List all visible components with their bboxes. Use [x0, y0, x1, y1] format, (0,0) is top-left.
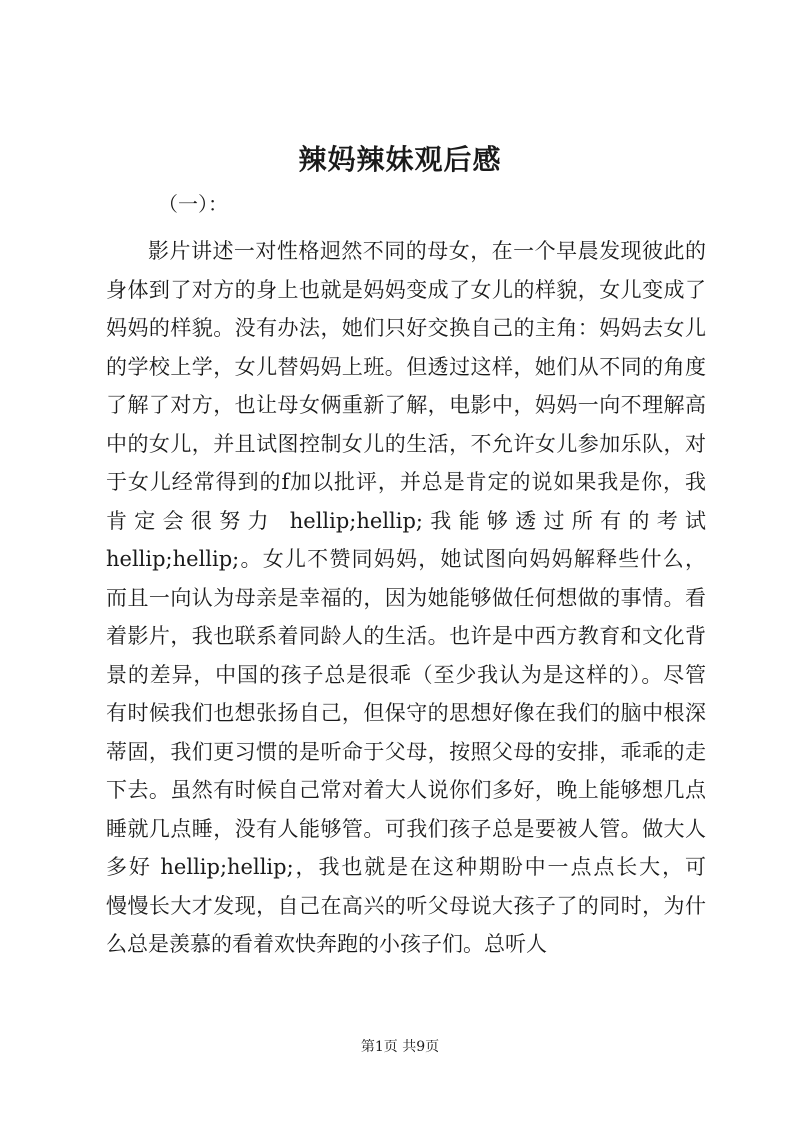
paragraph-line: 着影片，我也联系着同龄人的生活。也许是中西方教育和文化背 [106, 624, 706, 648]
paragraph-line: 景的差异，中国的孩子总是很乖（至少我认为是这样的）。尽管 [106, 662, 706, 687]
paragraph-line: 多好 hellip;hellip;，我也就是在这种期盼中一点点长大，可 [106, 855, 706, 879]
paragraph-line: 下去。虽然有时候自己常对着大人说你们多好，晚上能够想几点 [106, 778, 706, 802]
paragraph-line: 么总是羡慕的看着欢快奔跑的小孩子们。总听人 [106, 932, 547, 956]
paragraph-line: 中的女儿，并且试图控制女儿的生活，不允许女儿参加乐队，对 [106, 431, 706, 456]
paragraph-line: 慢慢长大才发现，自己在高兴的听父母说大孩子了的同时，为什 [106, 893, 706, 918]
paragraph-line: 妈妈的样貌。没有办法，她们只好交换自己的主角：妈妈去女儿 [106, 316, 706, 340]
paragraph-line: 了解了对方，也让母女俩重新了解，电影中，妈妈一向不理解高 [106, 393, 706, 417]
paragraph-line: 于女儿经常得到的f加以批评，并总是肯定的说如果我是你，我 [106, 470, 706, 494]
paragraph-line: 的学校上学，女儿替妈妈上班。但透过这样，她们从不同的角度 [106, 354, 706, 379]
section-label: （一）： [158, 192, 228, 216]
paragraph-line: 有时候我们也想张扬自己，但保守的思想好像在我们的脑中根深 [106, 701, 706, 725]
paragraph-line: 睡就几点睡，没有人能够管。可我们孩子总是要被人管。做大人 [106, 816, 706, 841]
paragraph-line: hellip;hellip;。女儿不赞同妈妈，她试图向妈妈解释些什么， [106, 547, 706, 571]
body-text [106, 232, 706, 964]
page-title: 辣妈辣妹观后感 [298, 143, 502, 176]
paragraph-line: 肯定会很努力 hellip;hellip;我能够透过所有的考试 [106, 508, 706, 533]
paragraph-line: 而且一向认为母亲是幸福的，因为她能够做任何想做的事情。看 [106, 585, 706, 610]
paragraph-line: 蒂固，我们更习惯的是听命于父母，按照父母的安排，乖乖的走 [106, 739, 706, 764]
paragraph-line: 身体到了对方的身上也就是妈妈变成了女儿的样貌，女儿变成了 [106, 277, 706, 302]
page-footer: 第1页 共9页 [360, 1039, 440, 1055]
paragraph-line: 影片讲述一对性格迥然不同的母女，在一个早晨发现彼此的 [148, 239, 706, 263]
